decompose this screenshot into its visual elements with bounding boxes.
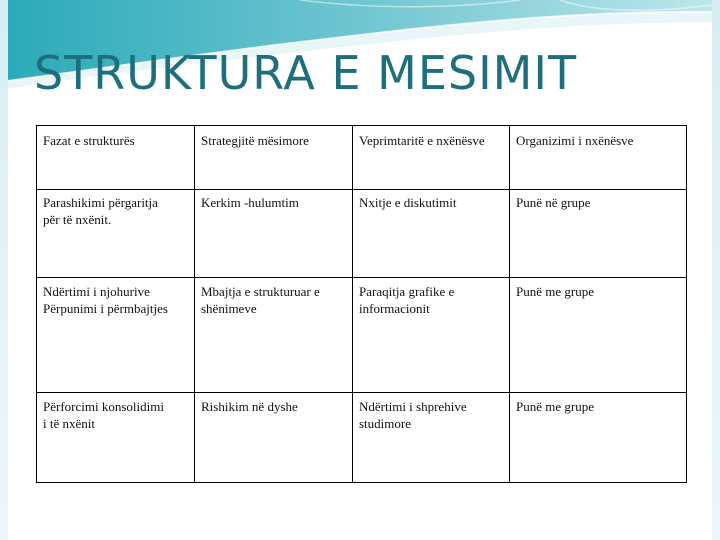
table-cell: Kerkim -hulumtim [195,190,353,278]
table-header-row [37,126,687,190]
header-cell: Organizimi i nxënësve [510,126,687,190]
table-cell: Përforcimi konsolidimi i të nxënit [37,393,195,483]
table-cell: Mbajtja e strukturuar e shënimeve [195,278,353,393]
header-cell: Strategjitë mësimore [195,126,353,190]
table-cell: Rishikim në dyshe [195,393,353,483]
table-cell: Nxitje e diskutimit [353,190,510,278]
slide-title: STRUKTURA E MESIMIT [34,46,578,100]
table-row [37,190,687,278]
table-row [37,278,687,393]
table-cell: Punë me grupe [510,278,687,393]
header-cell: Veprimtaritë e nxënësve [353,126,510,190]
header-cell: Fazat e strukturës [37,126,195,190]
table-cell: Ndërtimi i njohurive Përpunimi i përmbajtjes [37,278,195,393]
left-edge-decoration [0,0,8,540]
table-cell: Punë në grupe [510,190,687,278]
table-row [37,393,687,483]
table-cell: Ndërtimi i shprehive studimore [353,393,510,483]
right-edge-decoration [712,0,720,540]
lesson-structure-table [36,125,687,483]
table-cell: Parashikimi përgaritja për të nxënit. [37,190,195,278]
table-cell: Paraqitja grafike e informacionit [353,278,510,393]
table-cell: Punë me grupe [510,393,687,483]
